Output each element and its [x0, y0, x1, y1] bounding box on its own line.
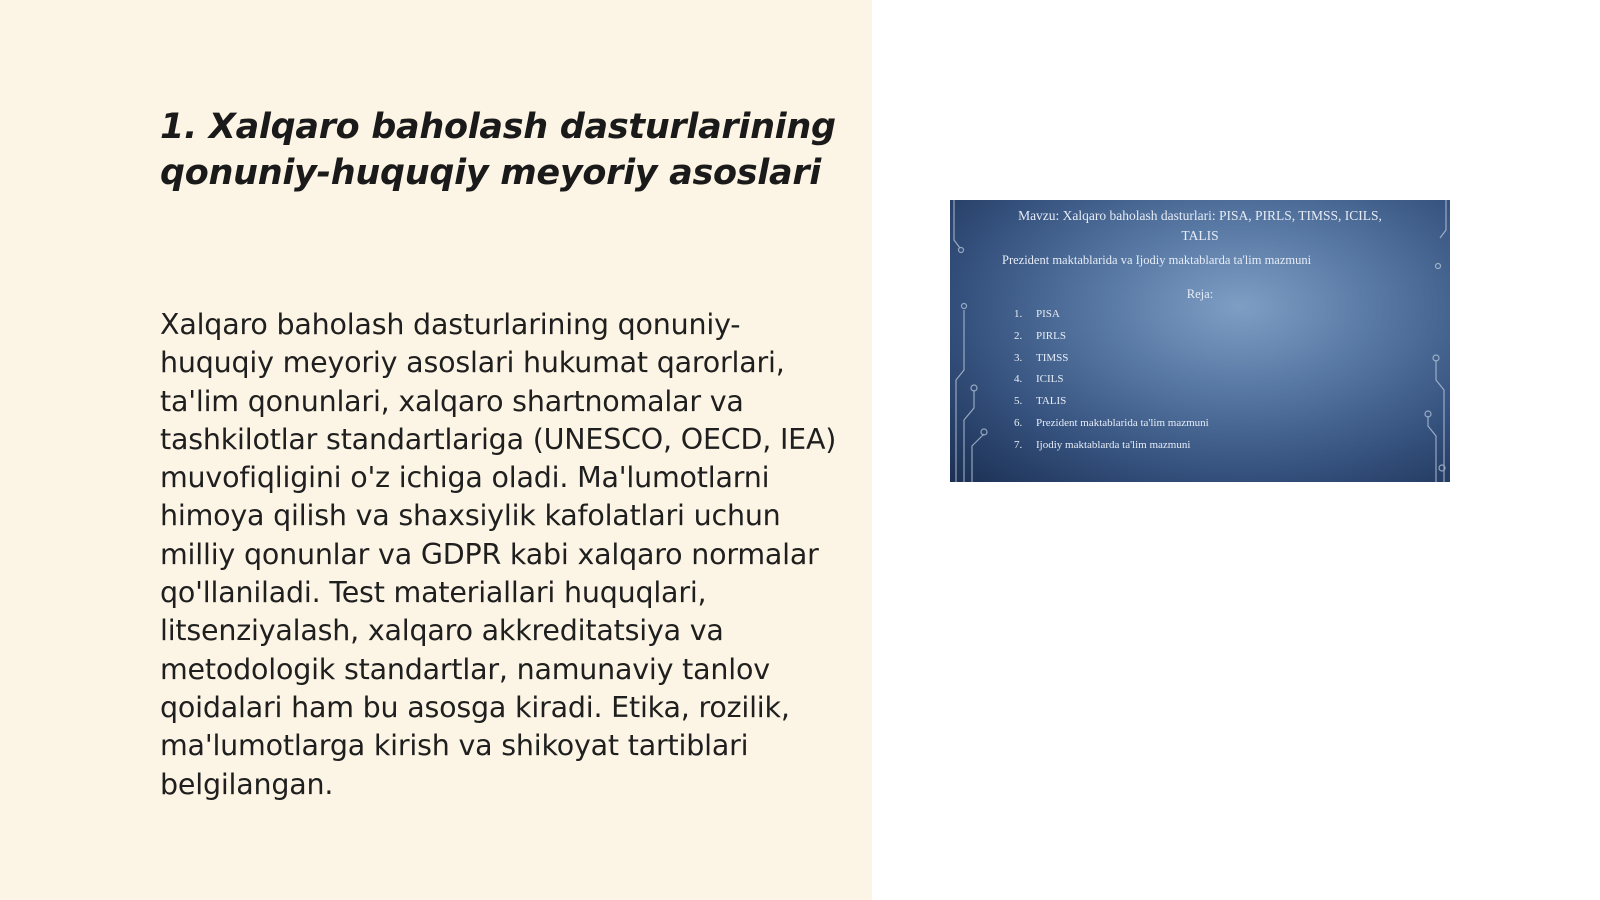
list-item-number: 5.	[1014, 395, 1023, 408]
list-item	[1014, 352, 1209, 374]
list-item-label: Prezident maktablarida ta'lim mazmuni	[1036, 416, 1209, 429]
list-item-number: 7.	[1014, 438, 1023, 451]
list-item-label: PIRLS	[1036, 329, 1066, 342]
list-item	[1014, 417, 1209, 439]
slide-body-text: Xalqaro baholash dasturlarining qonuniy-huquqiy meyoriy asoslari hukumat qarorlari, ta'lim qonunlari, xalqaro shartnomalar va tashkilotlar standartlariga (UNESCO, OECD, IEA) muvofiqligini o'z ichiga oladi. Ma'lumotlarni himoya qilish va shaxsiylik kafolatlari uchun milliy qonunlar va GDPR kabi xalqaro normalar qo'llaniladi. Test materiallari huquqlari, litsenziyalash, xalqaro akkreditatsiya va metodologik standartlar, namunaviy tanlov qoidalari ham bu asosga kiradi. Etika, rozilik, ma'lumotlarga kirish va shikoyat tartiblari belgilangan.	[160, 308, 837, 801]
list-item	[1014, 330, 1209, 352]
list-item	[1014, 373, 1209, 395]
list-item-label: TIMSS	[1036, 351, 1069, 364]
list-item-number: 4.	[1014, 373, 1023, 386]
list-item-label: PISA	[1036, 308, 1060, 320]
embedded-slide-subtitle: Prezident maktablarida va Ijodiy maktablarda ta'lim mazmuni	[1002, 253, 1312, 267]
embedded-slide-plan-list	[1014, 308, 1209, 461]
slide-title: 1. Xalqaro baholash dasturlarining qonuniy-huquqiy meyoriy asoslari	[160, 107, 836, 193]
list-item-label: Ijodiy maktablarda ta'lim mazmuni	[1036, 438, 1191, 451]
list-item	[1014, 308, 1209, 330]
list-item-label: TALIS	[1036, 395, 1067, 408]
list-item-number: 1.	[1014, 308, 1023, 320]
list-item	[1014, 395, 1209, 417]
list-item-number: 2.	[1014, 329, 1023, 342]
list-item-number: 3.	[1014, 351, 1023, 364]
list-item	[1014, 439, 1209, 461]
list-item-label: ICILS	[1036, 373, 1064, 386]
embedded-slide-plan-heading: Reja:	[1186, 287, 1214, 301]
embedded-slide-title: Mavzu: Xalqaro baholash dasturlari: PISA, PIRLS, TIMSS, ICILS, TALIS	[1018, 208, 1382, 243]
list-item-number: 6.	[1014, 416, 1023, 429]
embedded-slide-image	[950, 200, 1450, 482]
